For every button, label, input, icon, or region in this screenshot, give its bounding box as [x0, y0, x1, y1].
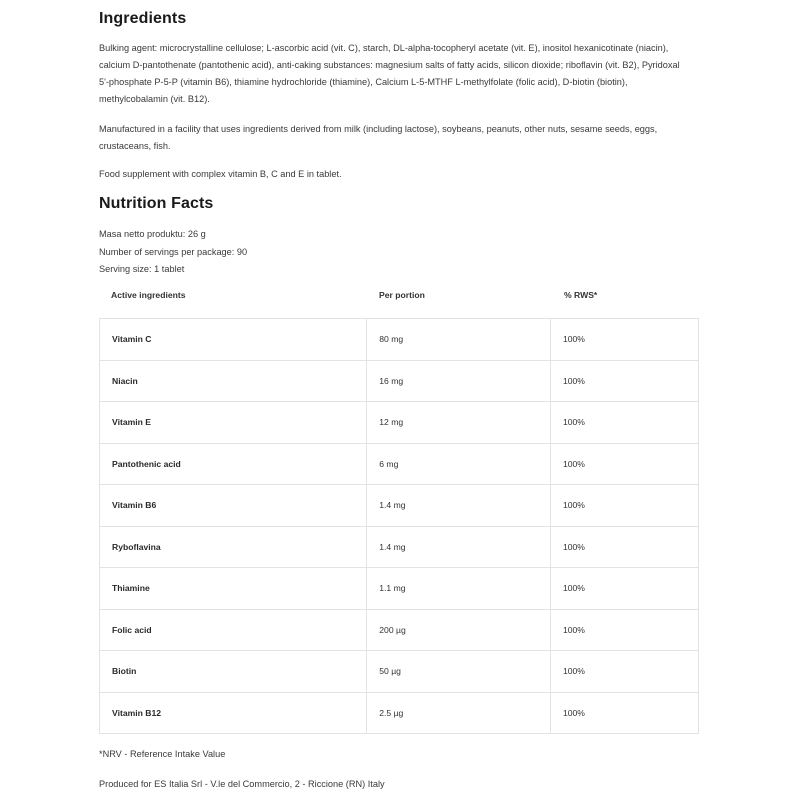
ingredient-portion: 200 µg: [367, 609, 551, 651]
net-mass: Masa netto produktu: 26 g: [99, 229, 206, 239]
table-row: [100, 568, 699, 610]
ingredient-rws: 100%: [550, 651, 698, 693]
ingredient-portion: 1.4 mg: [367, 526, 551, 568]
ingredient-portion: 12 mg: [367, 402, 551, 444]
table-row: [100, 319, 699, 361]
table-row: [100, 526, 699, 568]
ingredient-name: Niacin: [100, 360, 367, 402]
ingredient-portion: 50 µg: [367, 651, 551, 693]
ingredient-rws: 100%: [550, 402, 698, 444]
ingredient-rws: 100%: [550, 609, 698, 651]
ingredient-name: Biotin: [100, 651, 367, 693]
nutrition-meta: [99, 226, 691, 279]
producer-info: Produced for ES Italia Srl - V.le del Commercio, 2 - Riccione (RN) Italy: [99, 779, 385, 789]
table-row: [100, 609, 699, 651]
table-row: [100, 360, 699, 402]
nrv-footnote: *NRV - Reference Intake Value: [99, 749, 226, 759]
servings-per-package: Number of servings per package: 90: [99, 246, 248, 257]
nutrition-table: [99, 318, 699, 734]
ingredient-name: Ryboflavina: [100, 526, 367, 568]
ingredient-portion: 1.4 mg: [367, 485, 551, 527]
nutrition-heading: Nutrition Facts: [99, 195, 214, 212]
ingredient-portion: 6 mg: [367, 443, 551, 485]
ingredient-rws: 100%: [550, 360, 698, 402]
ingredient-name: Vitamin C: [100, 319, 367, 361]
serving-size: Serving size: 1 tablet: [99, 264, 185, 274]
column-header-portion: Per portion: [379, 290, 425, 300]
column-header-ingredients: Active ingredients: [111, 290, 186, 300]
ingredient-rws: 100%: [550, 568, 698, 610]
ingredient-name: Pantothenic acid: [100, 443, 367, 485]
ingredient-portion: 16 mg: [367, 360, 551, 402]
table-row: [100, 692, 699, 734]
ingredient-rws: 100%: [550, 692, 698, 734]
table-row: [100, 651, 699, 693]
table-row: [100, 485, 699, 527]
ingredient-rws: 100%: [550, 526, 698, 568]
ingredient-rws: 100%: [550, 319, 698, 361]
ingredient-rws: 100%: [550, 443, 698, 485]
ingredient-name: Thiamine: [100, 568, 367, 610]
nutrition-table-header: [99, 290, 699, 304]
table-row: [100, 443, 699, 485]
ingredient-portion: 2.5 µg: [367, 692, 551, 734]
ingredient-portion: 1.1 mg: [367, 568, 551, 610]
product-description: Food supplement with complex vitamin B, C and E in tablet.: [99, 169, 342, 179]
ingredients-heading: Ingredients: [99, 10, 187, 27]
ingredient-name: Vitamin E: [100, 402, 367, 444]
ingredient-portion: 80 mg: [367, 319, 551, 361]
allergen-statement: Manufactured in a facility that uses ingredients derived from milk (including lactose), soybeans, peanuts, other nuts, sesame seeds, eggs, crustaceans, fish.: [99, 124, 658, 151]
ingredients-text: Bulking agent: microcrystalline cellulose; L-ascorbic acid (vit. C), starch, DL-alpha-tocopheryl acetate (vit. E), inositol hexanicotinate (niacin), calcium D-pantothenate (pantothenic acid), anti-caking substances: magnesium salts of fatty acids, silicon dioxide; riboflavin (vit. B2), Pyridoxal 5'-phosphate P-5-P (vitamin B6), thiamine hydrochloride (thiamine), Calcium L-5-MTHF L-methylfolate (folic acid), D-biotin (biotin), methylcobalamin (vit. B12).: [99, 43, 680, 104]
ingredient-rws: 100%: [550, 485, 698, 527]
ingredient-name: Vitamin B12: [100, 692, 367, 734]
ingredient-name: Vitamin B6: [100, 485, 367, 527]
table-row: [100, 402, 699, 444]
column-header-rws: % RWS*: [564, 290, 598, 300]
ingredient-name: Folic acid: [100, 609, 367, 651]
